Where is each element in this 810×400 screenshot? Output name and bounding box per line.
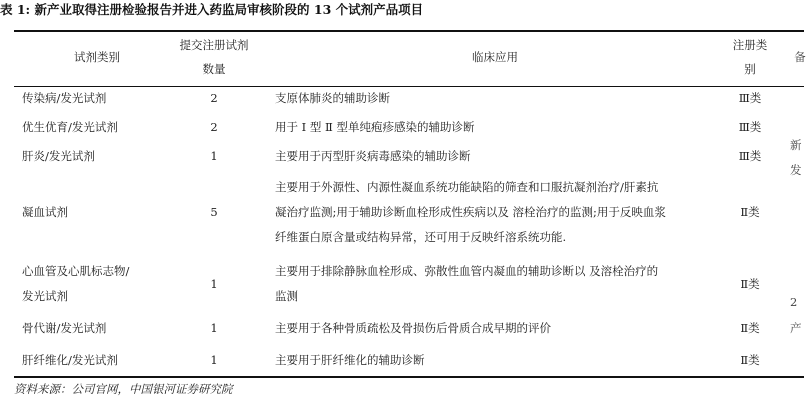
row-type: 肝纤维化/发光试剂	[22, 353, 118, 367]
row-application: 主要用于各种骨质疏松及骨损伤后骨质合成早期的评价	[275, 321, 551, 335]
row-type: 凝血试剂	[22, 205, 68, 219]
extra-column-fragment: 发	[790, 163, 802, 177]
header-count-line2: 数量	[202, 62, 226, 76]
extra-column-fragment: 产	[790, 321, 802, 335]
row-class: Ⅱ类	[740, 353, 760, 367]
row-count: 1	[210, 149, 218, 163]
header-extra: 备	[794, 50, 806, 64]
row-count: 2	[210, 120, 218, 134]
row-count: 2	[210, 91, 218, 105]
row-count: 1	[210, 277, 218, 291]
row-application: 支原体肺炎的辅助诊断	[275, 91, 390, 105]
row-application-line: 监测	[275, 289, 298, 303]
row-count: 1	[210, 321, 218, 335]
header-application: 临床应用	[472, 50, 518, 64]
source-note: 资料来源：公司官网，中国银河证券研究院	[14, 382, 233, 396]
extra-column-fragment: 2	[790, 295, 798, 309]
row-class: Ⅲ类	[738, 91, 762, 105]
row-application: 主要用于肝纤维化的辅助诊断	[275, 353, 425, 367]
header-class-line1: 注册类	[732, 38, 768, 52]
row-application-line: 主要用于排除静脉血栓形成、弥散性血管内凝血的辅助诊断以 及溶栓治疗的	[275, 264, 659, 278]
row-count: 5	[210, 205, 218, 219]
table-bottom-rule	[14, 376, 804, 378]
row-type: 传染病/发光试剂	[22, 91, 107, 105]
row-type-line: 发光试剂	[22, 289, 68, 303]
row-application-line: 纤维蛋白原含量或结构异常，还可用于反映纤溶系统功能.	[275, 230, 567, 244]
table-title: 表 1: 新产业取得注册检验报告并进入药监局审核阶段的 13 个试剂产品项目	[0, 2, 424, 17]
row-class: Ⅱ类	[740, 321, 760, 335]
row-count: 1	[210, 353, 218, 367]
row-class: Ⅱ类	[740, 205, 760, 219]
row-application-line: 凝治疗监测;用于辅助诊断血栓形成性疾病以及 溶栓治疗的监测;用于反映血浆	[275, 205, 666, 219]
table-top-rule	[14, 30, 804, 32]
header-count-line1: 提交注册试剂	[179, 38, 249, 52]
row-class: Ⅱ类	[740, 277, 760, 291]
extra-column-fragment: 新	[790, 138, 802, 152]
row-type: 肝炎/发光试剂	[22, 149, 95, 163]
row-class: Ⅲ类	[738, 149, 762, 163]
header-type: 试剂类别	[74, 50, 120, 64]
row-application: 用于 Ⅰ 型 Ⅱ 型单纯疱疹感染的辅助诊断	[275, 120, 475, 134]
row-application-line: 主要用于外源性、内源性凝血系统功能缺陷的筛查和口服抗凝剂治疗/肝素抗	[275, 180, 659, 194]
row-type: 优生优育/发光试剂	[22, 120, 118, 134]
row-class: Ⅲ类	[738, 120, 762, 134]
header-class-line2: 别	[744, 62, 756, 76]
row-application: 主要用于丙型肝炎病毒感染的辅助诊断	[275, 149, 471, 163]
row-type: 骨代谢/发光试剂	[22, 321, 107, 335]
row-type-line: 心血管及心肌标志物/	[22, 264, 130, 278]
